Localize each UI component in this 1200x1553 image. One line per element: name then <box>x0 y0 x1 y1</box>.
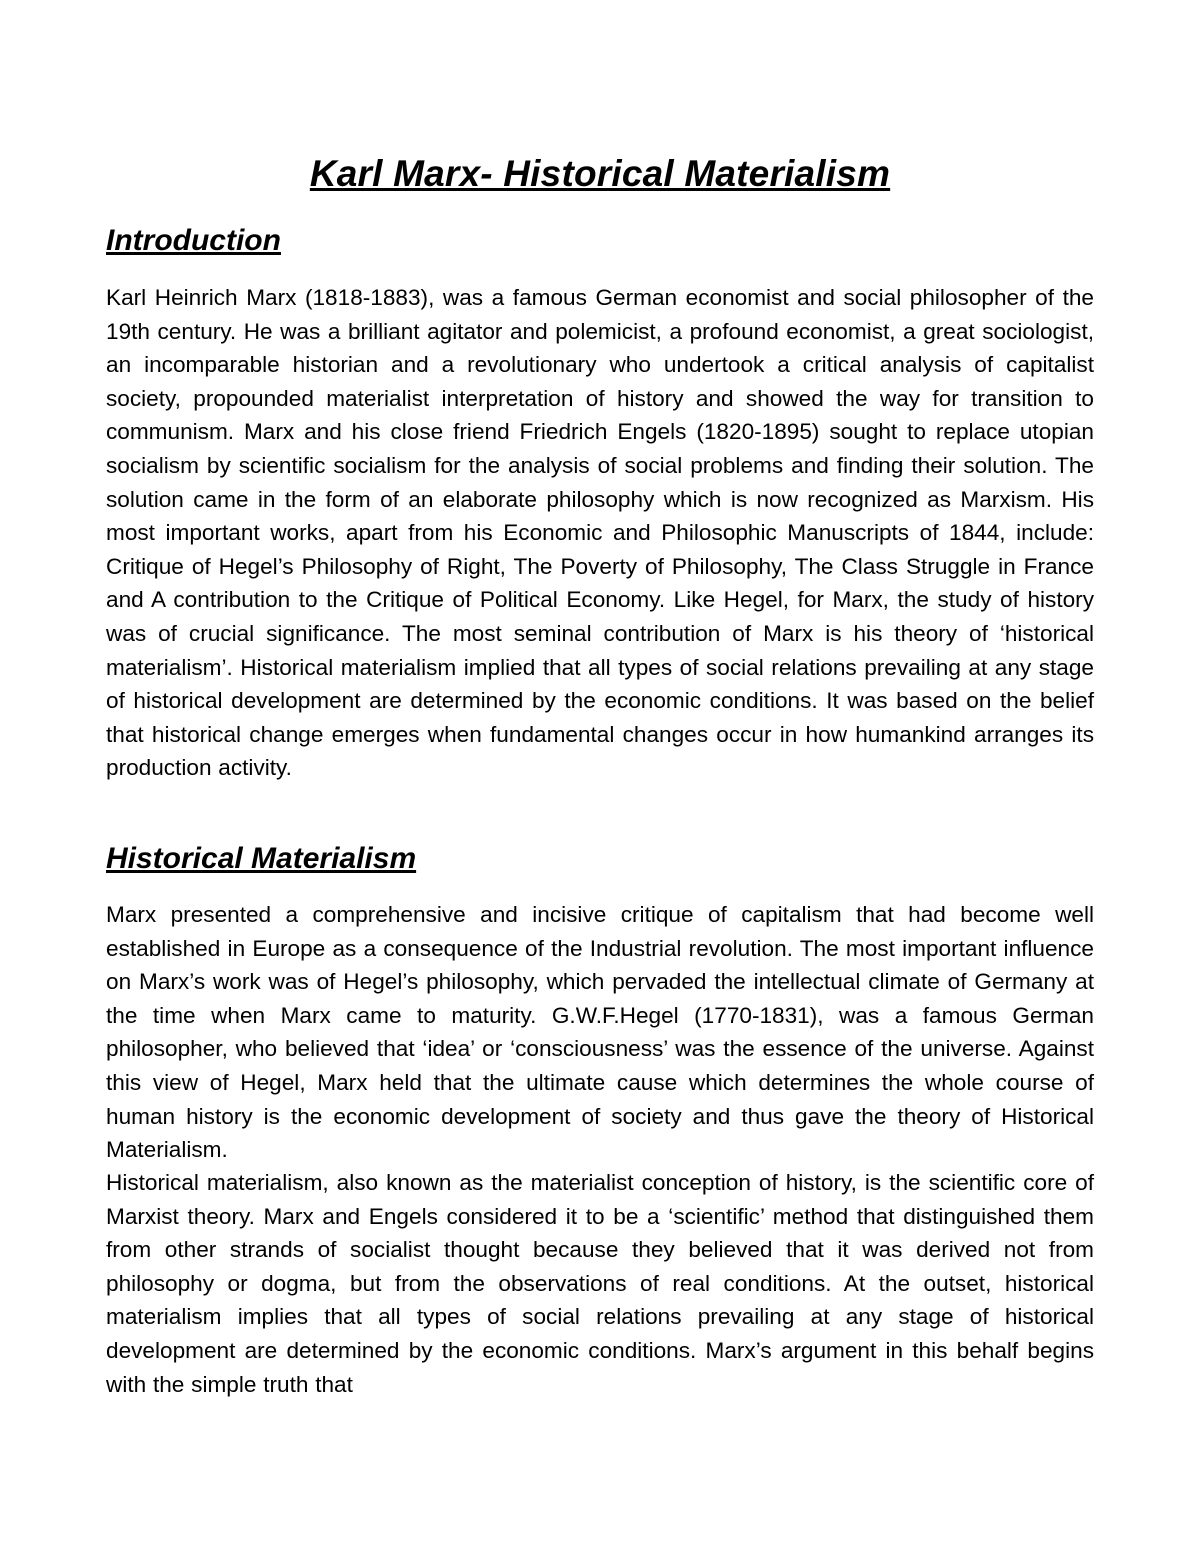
historical-materialism-paragraph-2: Historical materialism, also known as the materialist conception of history, is the scientific core of Marxist theory. Marx and Engels considered it to be a ‘scientific’ method that distinguished them from other strands of socialist thought because they believed that it was derived not from philosophy or dogma, but from the observations of real conditions. At the outset, historical materialism implies that all types of social relations prevailing at any stage of historical development are determined by the economic conditions. Marx’s argument in this behalf begins with the simple truth that <box>106 1170 1094 1397</box>
introduction-paragraph: Karl Heinrich Marx (1818-1883), was a famous German economist and social philosopher of the 19th century. He was a brilliant agitator and polemicist, a profound economist, a great sociologist, an incomparable historian and a revolutionary who undertook a critical analysis of capitalist society, propounded materialist interpretation of history and showed the way for transition to communism. Marx and his close friend Friedrich Engels (1820-1895) sought to replace utopian socialism by scientific socialism for the analysis of social problems and finding their solution. The solution came in the form of an elaborate philosophy which is now recognized as Marxism. His most important works, apart from his Economic and Philosophic Manuscripts of 1844, include: Critique of Hegel’s Philosophy of Right, The Poverty of Philosophy, The Class Struggle in France and A contribution to the Critique of Political Economy. Like Hegel, for Marx, the study of history was of crucial significance. The most seminal contribution of Marx is his theory of ‘historical materialism’. Historical materialism implied that all types of social relations prevailing at any stage of historical development are determined by the economic conditions. It was based on the belief that historical change emerges when fundamental changes occur in how humankind arranges its production activity. <box>106 285 1094 781</box>
document-title: Karl Marx- Historical Materialism <box>309 153 891 194</box>
section-heading-historical-materialism: Historical Materialism <box>106 842 417 875</box>
section-heading-introduction: Introduction <box>106 224 281 257</box>
historical-materialism-paragraph-1: Marx presented a comprehensive and incisive critique of capitalism that had become well established in Europe as a consequence of the Industrial revolution. The most important influence on Marx’s work was of Hegel’s philosophy, which pervaded the intellectual climate of Germany at the time when Marx came to maturity. G.W.F.Hegel (1770-1831), was a famous German philosopher, who believed that ‘idea’ or ‘consciousness’ was the essence of the universe. Against this view of Hegel, Marx held that the ultimate cause which determines the whole course of human history is the economic development of society and thus gave the theory of Historical Materialism. <box>106 902 1094 1163</box>
